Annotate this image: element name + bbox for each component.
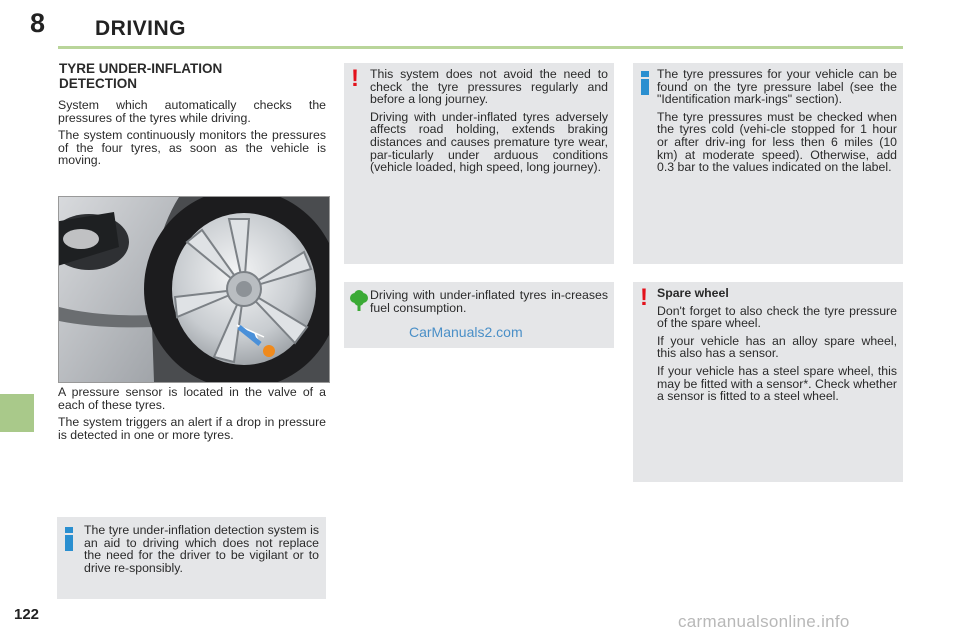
intro-paragraph-1: System which automatically checks the pressures of the tyres while driving. — [58, 98, 326, 125]
spare-wheel-title: Spare wheel — [657, 286, 729, 300]
page-number: 122 — [14, 606, 40, 623]
chapter-number: 8 — [30, 8, 46, 38]
info-right-paragraph-1: The tyre pressures for your vehicle can be found on the tyre pressure label (see the "Identification mark-ings" section). — [657, 67, 897, 107]
sensor-paragraph-2: The system triggers an alert if a drop in pressure is detected in one or more tyres. — [58, 415, 326, 442]
sensor-paragraph-1: A pressure sensor is located in the valve of a each of these tyres. — [58, 385, 326, 412]
eco-box-fuel — [344, 282, 614, 348]
warning-icon: ! — [640, 284, 648, 311]
eco-box-text: Driving with under-inflated tyres in-creases fuel consumption. — [370, 288, 608, 315]
info-icon — [641, 71, 649, 95]
site-watermark: carmanualsonline.info — [678, 612, 850, 631]
info-box-driving-aid-text: The tyre under-inflation detection system is an aid to driving which does not replace the need for the driver to be vigilant or to drive re-sponsibly. — [84, 523, 319, 575]
sensor-text — [58, 386, 326, 446]
warning-box-tyre-checks — [344, 63, 614, 264]
warning-icon: ! — [351, 65, 359, 92]
warning-paragraph-1: This system does not avoid the need to check the tyre pressures regularly and before a long journey. — [370, 67, 608, 107]
info-box-tyre-pressures — [633, 63, 903, 264]
chapter-title: DRIVING — [95, 17, 187, 40]
wheel-illustration — [59, 197, 329, 382]
warning-box-spare-wheel — [633, 282, 903, 482]
info-icon — [65, 527, 73, 551]
brand-watermark: CarManuals2.com — [409, 324, 523, 340]
intro-paragraph-2: The system continuously monitors the pressures of the four tyres, as soon as the vehicle is moving. — [58, 128, 326, 168]
intro-text — [58, 99, 326, 172]
spare-paragraph-1: Don't forget to also check the tyre pressure of the spare wheel. — [657, 303, 897, 331]
spare-paragraph-2: If your vehicle has an alloy spare wheel, this also has a sensor. — [657, 333, 897, 361]
warning-paragraph-2: Driving with under-inflated tyres adversely affects road holding, extends braking distances and causes premature tyre wear, par-ticularly under arduous conditions (vehicle loaded, high speed, long journey). — [370, 109, 608, 175]
info-box-driving-aid — [57, 517, 326, 599]
header-divider — [58, 46, 903, 49]
info-right-paragraph-2: The tyre pressures must be checked when the tyres cold (vehi-cle stopped for 1 hour or after driv-ing for less then 6 miles (10 km) at moderate speed). Otherwise, add 0.3 bar to the values indicated on the label. — [657, 109, 897, 175]
tree-icon — [349, 290, 369, 317]
tyre-valve-photo — [58, 196, 330, 383]
chapter-side-tab — [0, 394, 34, 432]
section-title: TYRE UNDER-INFLATION DETECTION — [59, 61, 223, 91]
spare-paragraph-3: If your vehicle has a steel spare wheel, this may be fitted with a sensor*. Check whether a sensor is fitted to a steel wheel. — [657, 363, 897, 404]
